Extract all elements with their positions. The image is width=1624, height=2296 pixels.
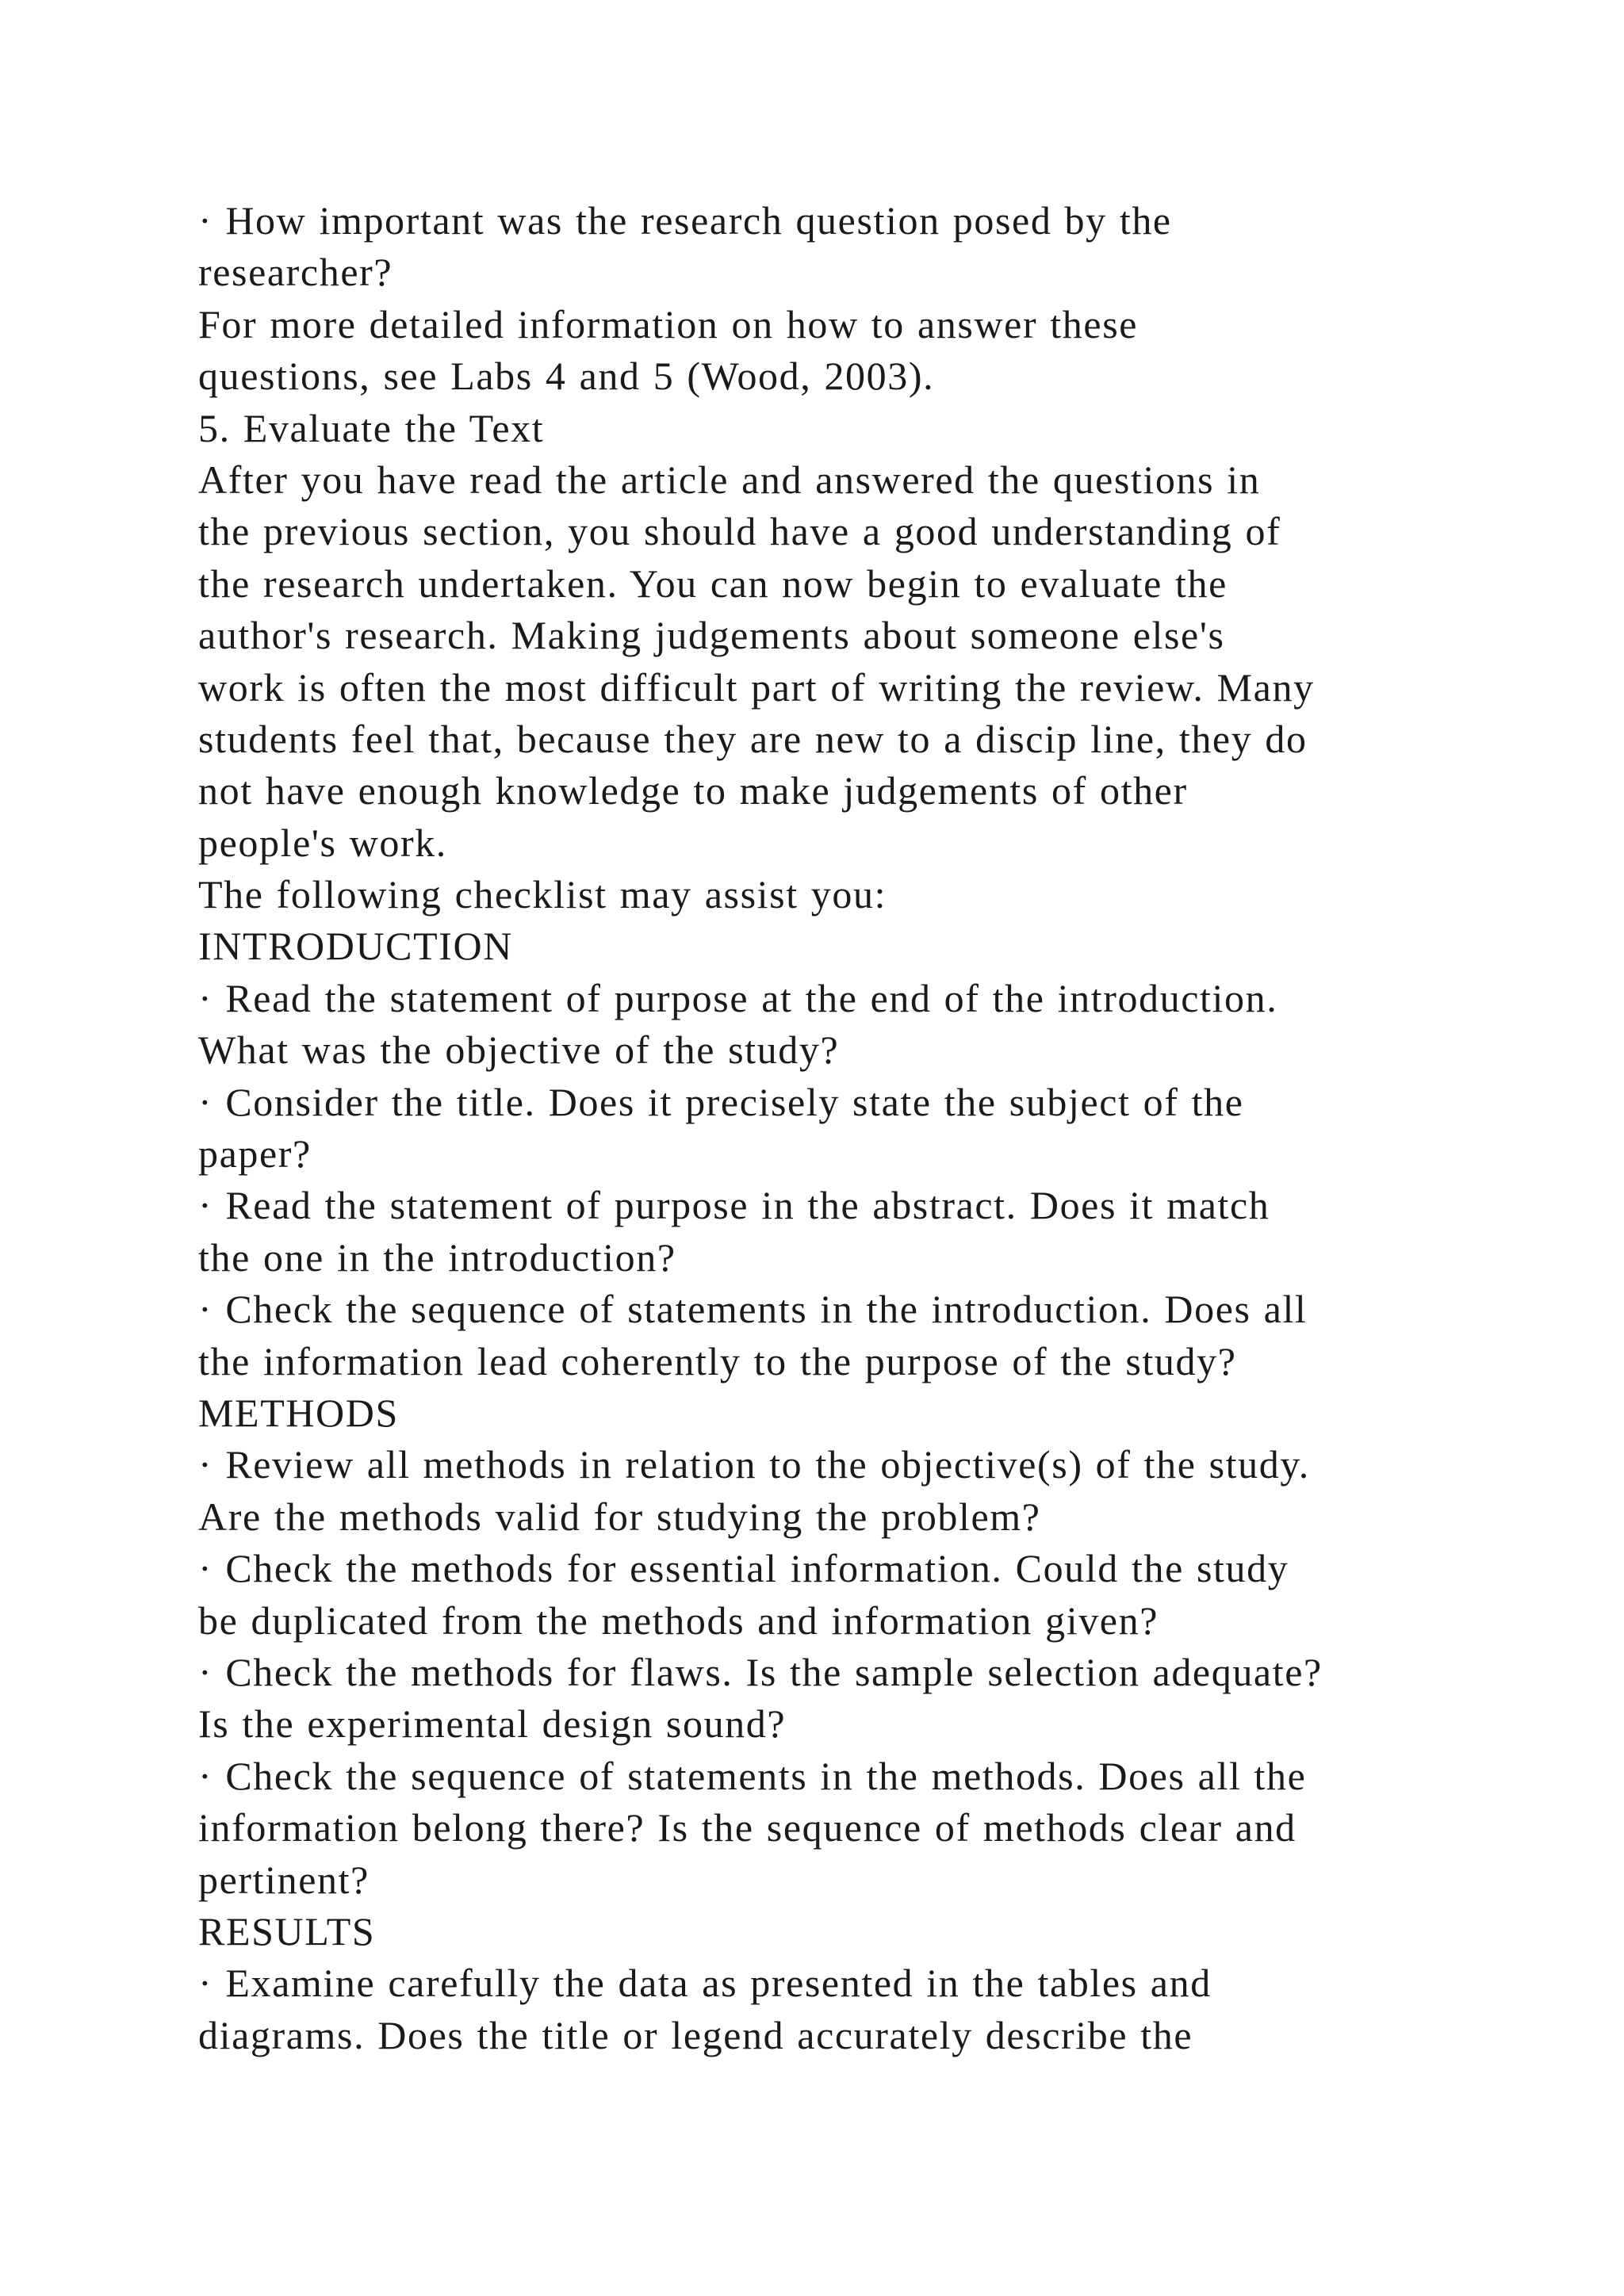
text-line: Is the experimental design sound? [198, 1701, 787, 1747]
text-line: work is often the most difficult part of writing the review. Many [198, 664, 1315, 710]
checklist-item: · Consider the title. Does it precisely state the subject of the [198, 1079, 1244, 1124]
text-line: not have enough knowledge to make judgements of other [198, 768, 1188, 813]
bullet-research-question-importance: · How important was the research question posed by the [198, 198, 1172, 243]
text-line: people's work. [198, 820, 447, 865]
text-line: paper? [198, 1131, 312, 1177]
text-line: information belong there? Is the sequence of methods clear and [198, 1805, 1297, 1850]
text-line: The following checklist may assist you: [198, 872, 887, 917]
text-line: pertinent? [198, 1857, 370, 1902]
checklist-item: · Examine carefully the data as presented in the tables and [198, 1961, 1212, 2006]
checklist-item: · Check the methods for flaws. Is the sample selection adequate? [198, 1649, 1323, 1694]
text-line: For more detailed information on how to answer these [198, 301, 1139, 346]
checklist-item: · Review all methods in relation to the objective(s) of the study. [198, 1442, 1310, 1487]
document-body [198, 195, 1507, 2061]
text-line: the information lead coherently to the purpose of the study? [198, 1338, 1237, 1383]
section-heading-evaluate-text: 5. Evaluate the Text [198, 405, 545, 450]
text-line: the research undertaken. You can now begin to evaluate the [198, 561, 1228, 606]
section-heading-results: RESULTS [198, 1908, 376, 1954]
text-line: be duplicated from the methods and information given? [198, 1598, 1159, 1643]
checklist-item: · Check the sequence of statements in the introduction. Does all [198, 1287, 1308, 1332]
text-line: Are the methods valid for studying the problem? [198, 1494, 1041, 1539]
section-heading-methods: METHODS [198, 1390, 399, 1435]
text-line: students feel that, because they are new to a discip line, they do [198, 716, 1308, 761]
text-line: diagrams. Does the title or legend accurately describe the [198, 2012, 1193, 2057]
text-line: What was the objective of the study? [198, 1027, 840, 1073]
text-line: author's research. Making judgements about someone else's [198, 613, 1225, 658]
text-line: questions, see Labs 4 and 5 (Wood, 2003). [198, 354, 935, 399]
checklist-item: · Check the methods for essential information. Could the study [198, 1546, 1289, 1591]
text-line: the one in the introduction? [198, 1234, 676, 1280]
checklist-item: · Read the statement of purpose at the end of the introduction. [198, 975, 1278, 1020]
text-line: the previous section, you should have a good understanding of [198, 509, 1281, 554]
checklist-item: · Check the sequence of statements in the methods. Does all the [198, 1753, 1307, 1798]
text-line: After you have read the article and answered the questions in [198, 457, 1261, 502]
checklist-item: · Read the statement of purpose in the abstract. Does it match [198, 1183, 1270, 1228]
text-line: researcher? [198, 250, 393, 295]
section-heading-introduction: INTRODUCTION [198, 924, 513, 969]
